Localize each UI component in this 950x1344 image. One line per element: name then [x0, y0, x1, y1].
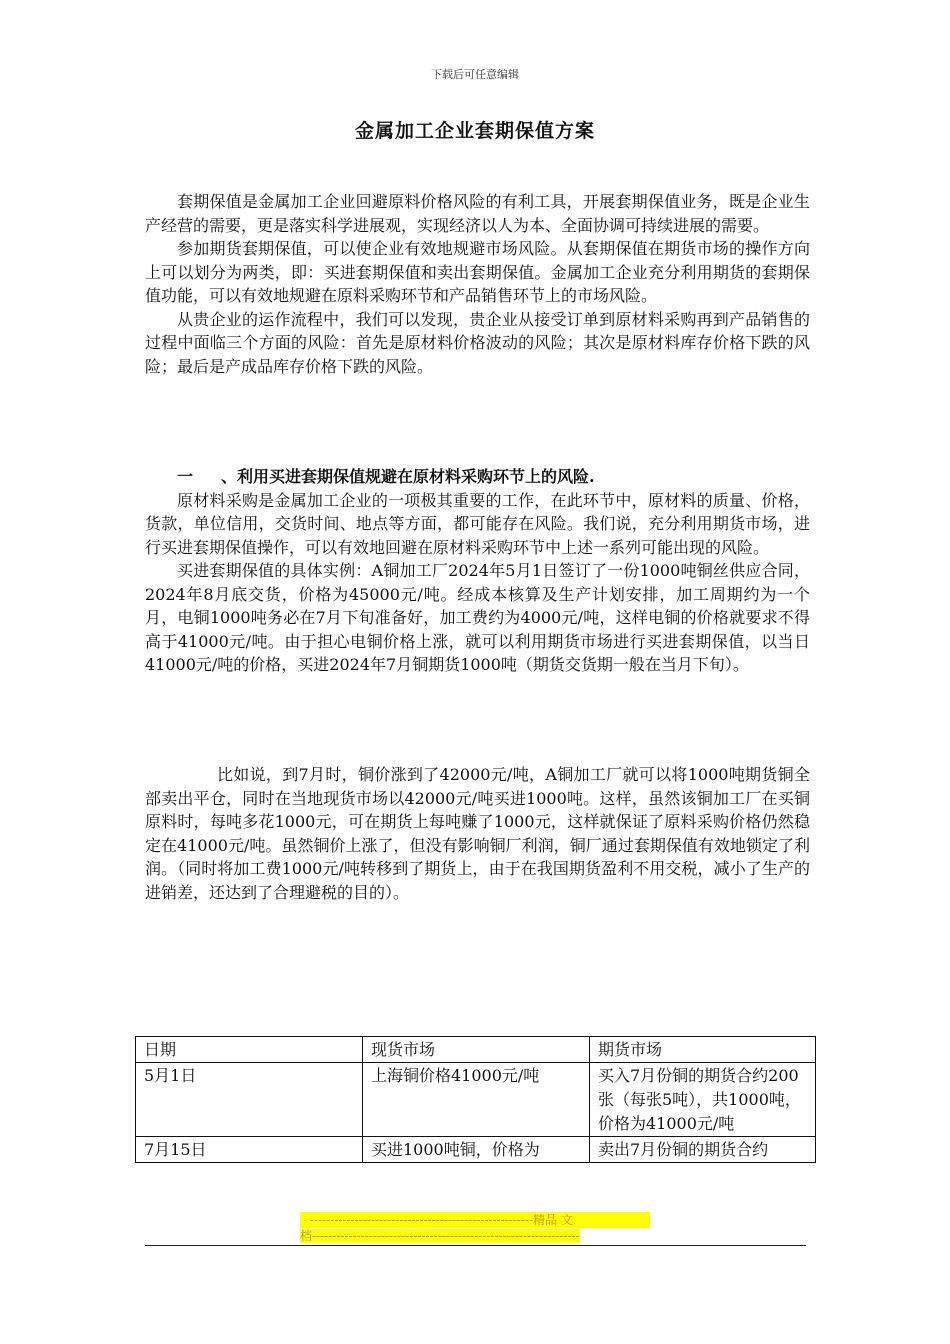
- section-1-paragraph-2: 买进套期保值的具体实例：A铜加工厂2024年5月1日签订了一份1000吨铜丝供应合同，2024年8月底交货，价格为45000元/吨。经成本核算及生产计划安排，加工周期约为一个月，电铜1000吨务必在7月下旬准备好，加工费约为4000元/吨，这样电铜的价格就要求不得高于41000元/吨。由于担心电铜价格上涨，就可以利用期货市场进行买进套期保值，以当日41000元/吨的价格，买进2024年7月铜期货1000吨（期货交货期一般在当月下旬）。: [145, 561, 810, 674]
- table-header-row: [136, 1037, 816, 1063]
- hedge-table: [135, 1036, 816, 1163]
- intro-paragraph-1: 套期保值是金属加工企业回避原料价格风险的有利工具，开展套期保值业务，既是企业生产经营的需要，更是落实科学进展观，实现经济以人为本、全面协调可持续进展的需要。: [145, 192, 810, 235]
- table-cell: 7月15日: [136, 1137, 363, 1163]
- example-paragraph-text: 比如说，到7月时，铜价涨到了42000元/吨，A铜加工厂就可以将1000吨期货铜全部卖出平仓，同时在当地现货市场以42000元/吨买进1000吨。这样，虽然该铜加工厂在买铜原料时，每吨多花1000元，可在期货上每吨赚了1000元，这样就保证了原料采购价格仍然稳定在41000元/吨。虽然铜价上涨了，但没有影响铜厂利润，铜厂通过套期保值有效地锁定了利润。（同时将加工费1000元/吨转移到了期货上，由于在我国期货盈利不用交税，减小了生产的进销差，还达到了合理避税的目的）。: [145, 765, 810, 902]
- section-1-heading: [145, 465, 810, 489]
- section-1: [145, 465, 810, 677]
- footer-line-1: -------------------------------------------------------精品 文: [300, 1212, 650, 1228]
- intro-section: [145, 190, 810, 378]
- table-row: [136, 1137, 816, 1163]
- example-paragraph: [145, 763, 810, 904]
- table-header-cell: 期货市场: [590, 1037, 816, 1063]
- intro-paragraph-3: 从贵企业的运作流程中，我们可以发现，贵企业从接受订单到原材料采购再到产品销售的过程中面临三个方面的风险：首先是原材料价格波动的风险；其次是原材料库存价格下跌的风险；最后是产成品库存价格下跌的风险。: [145, 309, 810, 376]
- footer-line-2: 档------------------------------------------------------------------: [300, 1229, 580, 1243]
- table-cell: 买进1000吨铜，价格为: [363, 1137, 590, 1163]
- table-cell: 5月1日: [136, 1063, 363, 1137]
- section-1-heading-text: 、利用买进套期保值规避在原材料采购环节上的风险.: [221, 467, 595, 486]
- intro-paragraph-2: 参加期货套期保值，可以使企业有效地规避市场风险。从套期保值在期货市场的操作方向上可以划分为两类，即：买进套期保值和卖出套期保值。金属加工企业充分利用期货的套期保值功能，可以有效地规避在原料采购环节和产品销售环节上的市场风险。: [145, 239, 810, 305]
- table-header-cell: 日期: [136, 1037, 363, 1063]
- section-1-number: 一: [177, 467, 194, 486]
- table-cell: 卖出7月份铜的期货合约: [590, 1137, 816, 1163]
- footer-divider: [145, 1245, 806, 1246]
- header-note: 下载后可任意编辑: [431, 68, 519, 81]
- footer-watermark: [300, 1212, 650, 1244]
- table-cell: 上海铜价格41000元/吨: [363, 1063, 590, 1137]
- table-header-cell: 现货市场: [363, 1037, 590, 1063]
- table-cell: 买入7月份铜的期货合约200张（每张5吨），共1000吨，价格为41000元/吨: [590, 1063, 816, 1137]
- section-1-paragraph-1: 原材料采购是金属加工企业的一项极其重要的工作，在此环节中，原材料的质量、价格，货款，单位信用，交货时间、地点等方面，都可能存在风险。我们说，充分利用期货市场，进行买进套期保值操作，可以有效地回避在原材料采购环节中上述一系列可能出现的风险。: [145, 490, 810, 557]
- table-row: [136, 1063, 816, 1137]
- document-title: 金属加工企业套期保值方案: [354, 120, 595, 142]
